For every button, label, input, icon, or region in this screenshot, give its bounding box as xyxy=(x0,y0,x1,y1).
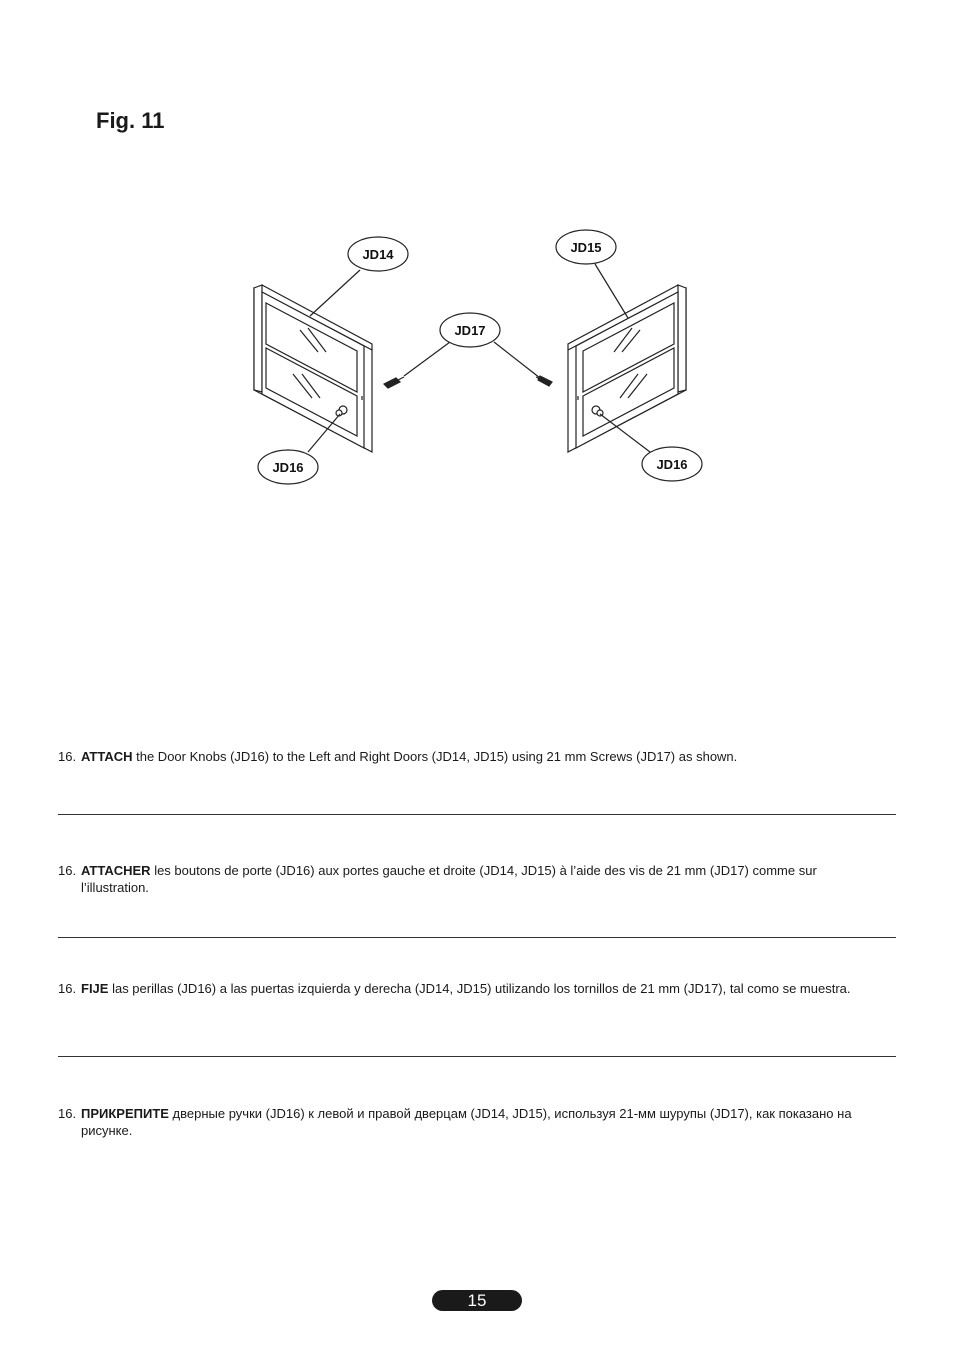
divider xyxy=(58,1056,896,1057)
screws-jd17 xyxy=(384,376,552,388)
callout-jd17-label: JD17 xyxy=(454,323,486,338)
step-number: 16. xyxy=(58,981,77,996)
right-door-jd15 xyxy=(568,285,686,452)
step-text: дверные ручки (JD16) к левой и правой дверцам (JD14, JD15), используя 21-мм шурупы (JD17), как показано на рисунке. xyxy=(81,1106,852,1138)
figure-title: Fig. 11 xyxy=(96,108,165,133)
step-keyword: ATTACH xyxy=(81,749,133,764)
callout-jd14-label: JD14 xyxy=(362,247,394,262)
step-keyword: ATTACHER xyxy=(81,863,151,878)
step-text: the Door Knobs (JD16) to the Left and Right Doors (JD14, JD15) using 21 mm Screws (JD17) as shown. xyxy=(132,749,738,764)
instruction-spanish xyxy=(58,980,888,997)
step-keyword: FIJE xyxy=(81,981,109,996)
callout-jd15-label: JD15 xyxy=(570,240,602,255)
callout-jd16-right-label: JD16 xyxy=(656,457,688,472)
divider xyxy=(58,937,896,938)
page-number: 15 xyxy=(432,1290,522,1311)
assembly-diagram xyxy=(0,0,954,560)
divider xyxy=(58,814,896,815)
step-text: las perillas (JD16) a las puertas izquierda y derecha (JD14, JD15) utilizando los tornillos de 21 mm (JD17), tal como se muestra. xyxy=(108,981,851,996)
step-number: 16. xyxy=(58,1106,77,1121)
step-text: les boutons de porte (JD16) aux portes gauche et droite (JD14, JD15) à l’aide des vis de 21 mm (JD17) comme sur l’illustration. xyxy=(81,863,817,895)
step-number: 16. xyxy=(58,863,77,878)
step-number: 16. xyxy=(58,749,77,764)
callout-jd16-left-label: JD16 xyxy=(272,460,304,475)
instruction-english xyxy=(58,748,888,765)
step-keyword: ПРИКРЕПИТЕ xyxy=(81,1106,169,1121)
left-door-jd14 xyxy=(254,285,372,452)
instruction-french xyxy=(58,862,888,896)
instruction-russian xyxy=(58,1105,888,1139)
